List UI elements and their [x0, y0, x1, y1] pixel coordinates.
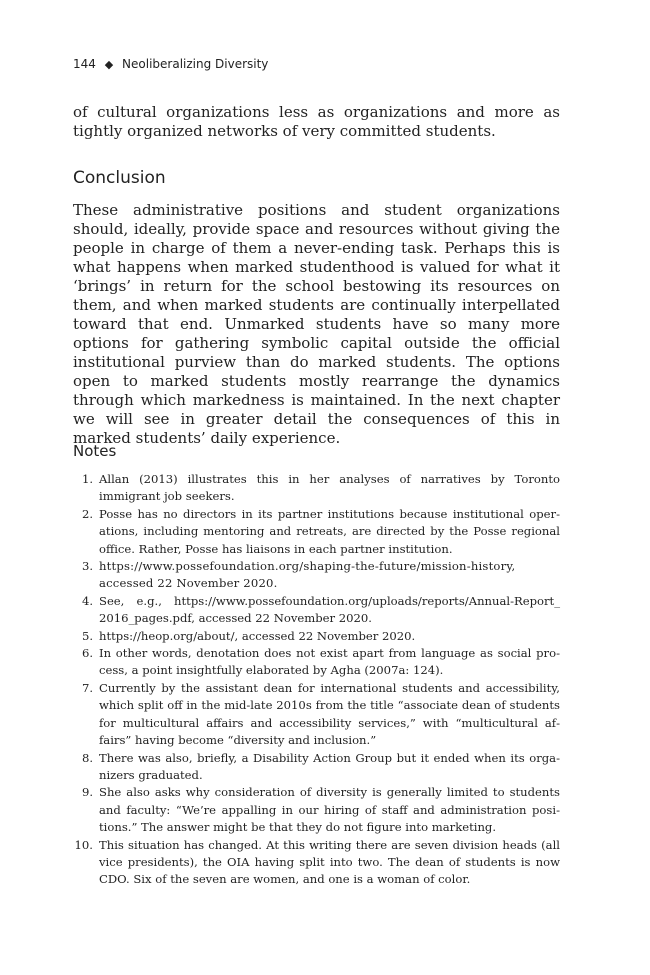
note-item	[73, 750, 560, 785]
note-text: In other words, denotation does not exist apart from language as social process, a point insightfully elaborated by Agha (2007a: 124).	[99, 646, 560, 678]
running-head	[73, 57, 268, 71]
note-item	[73, 506, 560, 558]
note-item	[73, 471, 560, 506]
note-text: Posse has no directors in its partner institutions because institutional operations, including mentoring and retreats, are directed by the Posse regional office. Rather, Posse has liaisons in each partner institution.	[99, 506, 560, 556]
page-number: 144	[73, 57, 96, 71]
continued-paragraph: of cultural organizations less as organizations and more as tightly organized networks of very committed students.	[73, 103, 560, 140]
note-item	[73, 645, 560, 680]
note-text: https://www.possefoundation.org/shaping-the-future/mission-history, accessed 22 November 2020.	[99, 559, 516, 591]
note-item	[73, 837, 560, 889]
diamond-separator-icon: ◆	[104, 58, 114, 71]
note-text: https://heop.org/about/, accessed 22 November 2020.	[99, 628, 416, 643]
note-number: 6.	[81, 646, 93, 661]
note-text: She also asks why consideration of diversity is generally limited to students and faculty: “We’re appalling in our hiring of staff and administration positions.” The answer might be that they do not figure into marketing.	[99, 785, 560, 835]
note-number: 1.	[81, 472, 93, 486]
note-text: Allan (2013) illustrates this in her analyses of narratives by Toronto immigrant job seekers.	[99, 472, 560, 504]
note-text: Currently by the assistant dean for international students and accessibility, which split off in the mid-late 2010s from the title “associate dean of students for multicultural affairs and accessibility services,” with “multicultural affairs” having become “diversity and inclusion.”	[99, 680, 560, 748]
note-number: 2.	[81, 506, 93, 521]
note-item	[73, 593, 560, 628]
book-title: Neoliberalizing Diversity	[122, 57, 269, 71]
conclusion-heading: Conclusion	[73, 168, 166, 188]
note-text: See, e.g., https://www.possefoundation.org/uploads/reports/Annual-Report_ 2016_pages.pdf, accessed 22 November 2020.	[99, 593, 560, 626]
note-number: 10.	[74, 837, 93, 852]
note-item	[73, 784, 560, 836]
note-item	[73, 558, 560, 593]
note-number: 8.	[81, 750, 93, 765]
note-text: This situation has changed. At this writing there are seven division heads (all vice presidents), the OIA having split into two. The dean of students is now CDO. Six of the seven are women, and one is a woman of color.	[99, 837, 560, 887]
notes-heading: Notes	[73, 442, 117, 460]
note-text: There was also, briefly, a Disability Action Group but it ended when its organizers graduated.	[99, 750, 560, 782]
note-number: 5.	[81, 628, 93, 643]
note-item	[73, 680, 560, 750]
note-number: 9.	[81, 785, 93, 800]
notes-list	[73, 471, 560, 889]
note-number: 7.	[81, 680, 93, 695]
conclusion-paragraph: These administrative positions and student organizations should, ideally, provide space and resources without giving the people in charge of them a never-ending task. Perhaps this is what happens when marked studenthood is valued for what it ‘brings’ in return for the school bestowing its resources on them, and when marked students are continually interpellated toward that end. Unmarked students have so many more options for gathering symbolic capital outside the official institutional purview than do marked students. The options open to marked students mostly rearrange the dynamics through which markedness is maintained. In the next chapter we will see in greater detail the consequences of this in marked students’ daily experience.	[73, 201, 560, 447]
note-item	[73, 628, 560, 645]
note-number: 4.	[81, 593, 93, 608]
note-number: 3.	[81, 559, 93, 574]
